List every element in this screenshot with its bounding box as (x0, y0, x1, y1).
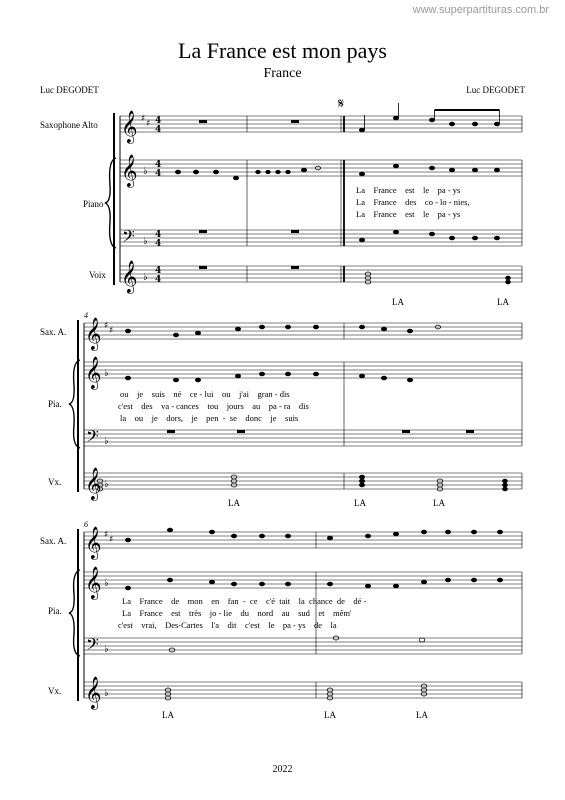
site-watermark[interactable]: www.superpartituras.com.br (412, 4, 549, 16)
svg-text:𝄞: 𝄞 (121, 110, 138, 143)
vox-syllable-s1-2: LA (497, 297, 509, 307)
svg-text:𝄞: 𝄞 (85, 317, 102, 350)
label-sax-full: Saxophone Alto (40, 120, 98, 130)
svg-text:𝄞: 𝄞 (85, 676, 102, 709)
staff-piano-treble-3 (84, 572, 522, 588)
svg-text:4: 4 (155, 239, 162, 249)
vox-syllable-s3-3: LA (416, 710, 428, 720)
svg-text:♯: ♯ (104, 321, 109, 331)
segno-sign: 𝄋 (338, 96, 345, 112)
svg-text:♭: ♭ (104, 479, 109, 490)
svg-text:4: 4 (155, 160, 162, 170)
label-piano-short-2: Pia. (48, 399, 62, 409)
vox-syllable-s2-2: LA (354, 498, 366, 508)
svg-text:♭: ♭ (143, 166, 148, 177)
svg-text:4: 4 (155, 266, 162, 276)
svg-text:𝄞: 𝄞 (121, 260, 138, 293)
label-voice-full: Voix (89, 270, 106, 280)
staff-sax-3 (84, 532, 522, 548)
staff-voice-3 (84, 682, 522, 698)
svg-text:𝄢: 𝄢 (122, 226, 135, 250)
svg-text:𝄞: 𝄞 (85, 356, 102, 389)
svg-text:4: 4 (155, 169, 162, 179)
vox-syllable-s3-2: LA (324, 710, 336, 720)
staff-voice-1 (120, 266, 522, 282)
svg-text:4: 4 (155, 125, 162, 135)
lyrics-s3-verse1: La France de mon en fan - ce c'é tait la chance de dé - (122, 596, 367, 606)
svg-text:♯: ♯ (109, 535, 114, 545)
vox-syllable-s1-1: LA (392, 297, 404, 307)
staff-sax-1 (120, 116, 522, 132)
svg-text:♭: ♭ (104, 644, 109, 655)
lyrics-s2-verse1: ou je suis né ce - lui ou j'ai gran - dis (120, 389, 290, 399)
staff-piano-bass-2 (84, 430, 522, 446)
staff-piano-bass-3 (84, 638, 522, 654)
vox-syllable-s2-3: LA (433, 498, 445, 508)
label-sax-short-2: Sax. A. (40, 327, 67, 337)
lyrics-s3-verse2: La France est très jo - lie du nord au sud et mêm' (122, 608, 352, 618)
lyrics-s1-verse1: La France est le pa - ys (356, 185, 461, 195)
svg-text:♭: ♭ (143, 272, 148, 283)
composer-right: Luc DEGODET (466, 85, 525, 95)
svg-text:♯: ♯ (141, 114, 146, 124)
svg-text:♭: ♭ (104, 368, 109, 379)
svg-text:4: 4 (155, 275, 162, 285)
svg-text:♯: ♯ (109, 326, 114, 336)
label-voice-short-3: Vx. (48, 686, 62, 696)
vox-syllable-s3-1: LA (162, 710, 174, 720)
staff-sax-2 (84, 323, 522, 339)
score-subtitle: France (263, 66, 302, 81)
svg-text:𝄢: 𝄢 (86, 634, 99, 658)
svg-text:4: 4 (155, 116, 162, 126)
lyrics-s1-verse2: La France des co - lo - nies, (356, 197, 470, 207)
lyrics-s2-verse3: la ou je dors, je pen - se donc je suis (120, 413, 299, 423)
label-piano-full: Piano (83, 199, 104, 209)
svg-text:𝄞: 𝄞 (85, 467, 102, 500)
svg-text:𝄞: 𝄞 (121, 154, 138, 187)
svg-text:♭: ♭ (104, 688, 109, 699)
svg-text:♭: ♭ (143, 236, 148, 247)
svg-text:♭: ♭ (104, 436, 109, 447)
measure-number-4: 4 (84, 311, 88, 320)
lyrics-s2-verse2: c'est des va - cances tou jours au pa - ra dis (118, 401, 309, 411)
staff-piano-treble-2 (84, 362, 522, 378)
svg-text:♯: ♯ (146, 119, 151, 129)
svg-text:♭: ♭ (104, 578, 109, 589)
svg-text:𝄞: 𝄞 (85, 526, 102, 559)
staff-voice-2 (84, 473, 522, 489)
staff-piano-bass-1 (120, 230, 522, 246)
label-piano-short-3: Pia. (48, 606, 62, 616)
label-sax-short-3: Sax. A. (40, 536, 67, 546)
score-title: La France est mon pays (178, 38, 387, 63)
measure-number-6: 6 (84, 520, 88, 529)
svg-text:𝄢: 𝄢 (86, 426, 99, 450)
lyrics-s1-verse3: La France est le pa - ys (356, 209, 461, 219)
lyrics-s3-verse3: c'est vrai, Des-Cartes l'a dit c'est le pa - ys de la (118, 620, 337, 630)
vox-syllable-s2-1: LA (228, 498, 240, 508)
footer-year: 2022 (272, 764, 293, 775)
svg-text:4: 4 (155, 230, 162, 240)
svg-text:𝄞: 𝄞 (85, 566, 102, 599)
composer-left: Luc DEGODET (40, 85, 99, 95)
label-voice-short-2: Vx. (48, 477, 62, 487)
svg-text:♯: ♯ (104, 530, 109, 540)
